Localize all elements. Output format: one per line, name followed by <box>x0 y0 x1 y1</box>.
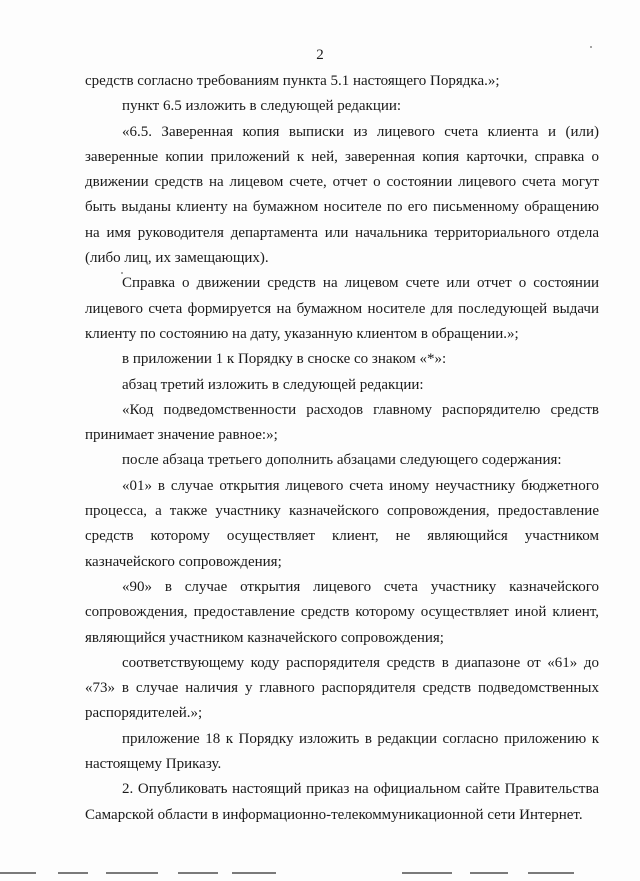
scan-speck <box>121 272 123 274</box>
scan-mark <box>106 872 158 874</box>
paragraph: в приложении 1 к Порядку в сноске со знаком «*»: <box>122 351 447 368</box>
scan-mark <box>528 872 574 874</box>
paragraph: соответствующему коду распорядителя средств в диапазоне от «61» до «73» в случае наличия у главного распорядителя средств подведомственных распорядителей.»; <box>85 654 599 722</box>
paragraph: пункт 6.5 изложить в следующей редакции: <box>122 98 402 115</box>
scan-mark <box>178 872 218 874</box>
paragraph: абзац третий изложить в следующей редакции: <box>122 376 424 393</box>
paragraph: 2. Опубликовать настоящий приказ на официальном сайте Правительства Самарской области в информационно-телекоммуникационной сети Интернет. <box>85 781 599 823</box>
page-number: 2 <box>316 47 324 63</box>
scan-speck <box>590 46 592 48</box>
paragraph: «90» в случае открытия лицевого счета участнику казначейского сопровождения, предоставление средств которому осуществляет иной клиент, являющийся участником казначейского сопровождения; <box>85 578 599 646</box>
document-body <box>85 69 599 828</box>
scan-mark <box>58 872 88 874</box>
paragraph: после абзаца третьего дополнить абзацами следующего содержания: <box>122 452 562 469</box>
paragraph: средств согласно требованиям пункта 5.1 настоящего Порядка.»; <box>85 73 500 89</box>
paragraph: приложение 18 к Порядку изложить в редакции согласно приложению к настоящему Приказу. <box>85 730 599 773</box>
scan-mark <box>0 872 36 874</box>
paragraph: Справка о движении средств на лицевом счете или отчет о состоянии лицевого счета формируется на бумажном носителе для последующей выдачи клиенту по состоянию на дату, указанную клиентом в обращении.»; <box>85 275 599 342</box>
scan-mark <box>470 872 508 874</box>
scan-mark <box>402 872 452 874</box>
paragraph: «Код подведомственности расходов главному распорядителю средств принимает значение равное:»; <box>85 401 599 444</box>
scan-mark <box>232 872 276 874</box>
scan-edge-marks <box>0 867 640 881</box>
paragraph: «01» в случае открытия лицевого счета иному неучастнику бюджетного процесса, а также участнику казначейского сопровождения, предоставление средств которому осуществляет клиент, не являющийся участником казначейского сопровождения; <box>85 477 599 570</box>
paragraph: «6.5. Заверенная копия выписки из лицевого счета клиента и (или) заверенные копии приложений к ней, заверенная копия карточки, справка о движении средств на лицевом счете, отчет о состоянии лицевого счета могут быть выданы клиенту на бумажном носителе по его письменному обращению на имя руководителя департамента или начальника территориального отдела (либо лиц, их замещающих). <box>85 123 599 267</box>
